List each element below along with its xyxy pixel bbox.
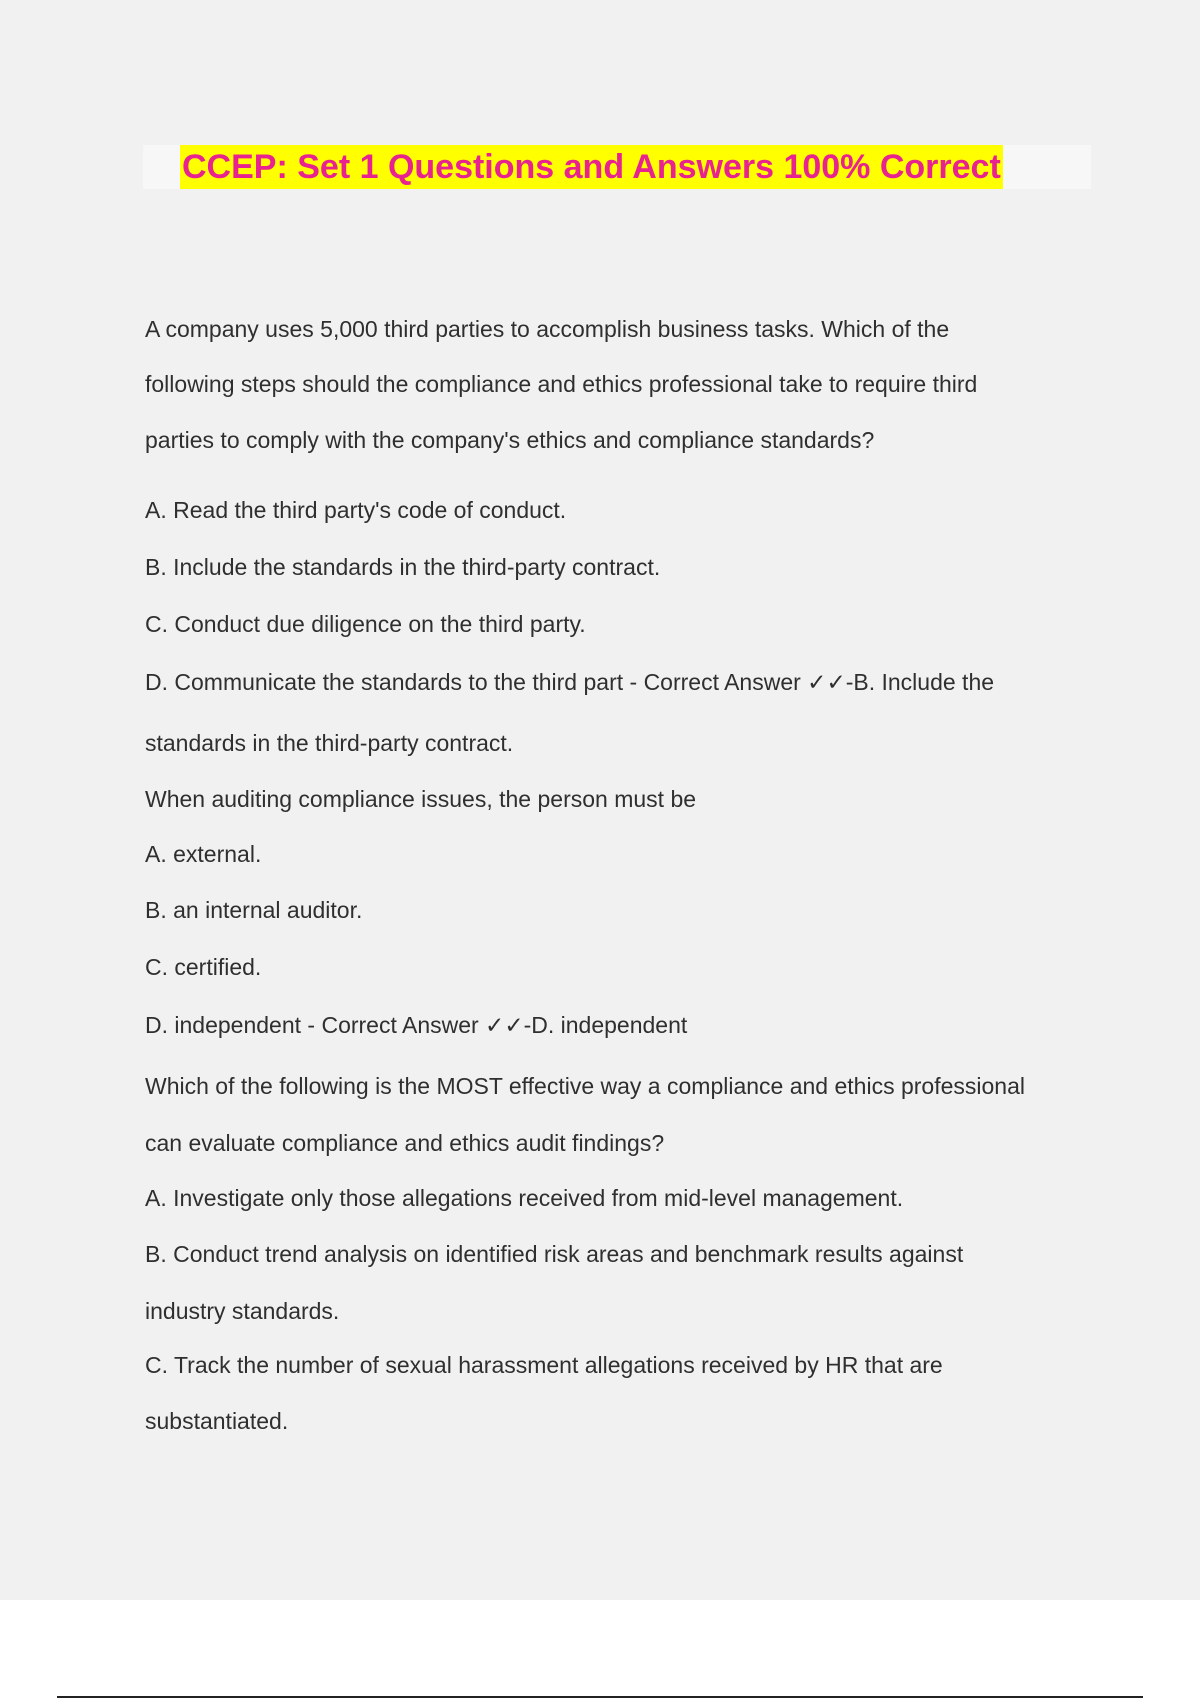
question-1-option-a: A. Read the third party's code of conduct.	[145, 497, 567, 523]
footer-divider	[57, 1696, 1143, 1698]
question-3-option-c-cont: substantiated.	[145, 1408, 289, 1434]
question-3-option-b: B. Conduct trend analysis on identified risk areas and benchmark results against	[145, 1241, 964, 1267]
question-1-option-d: D. Communicate the standards to the third part - Correct Answer ✓✓-B. Include the	[145, 669, 995, 695]
question-1-option-c: C. Conduct due diligence on the third party.	[145, 611, 586, 637]
question-3-option-c: C. Track the number of sexual harassment allegations received by HR that are	[145, 1352, 943, 1378]
question-1-line-3: parties to comply with the company's ethics and compliance standards?	[145, 427, 875, 453]
question-2-option-b: B. an internal auditor.	[145, 897, 363, 923]
question-3-option-b-cont: industry standards.	[145, 1298, 340, 1324]
question-2-text: When auditing compliance issues, the person must be	[145, 786, 697, 812]
question-2-option-a: A. external.	[145, 841, 262, 867]
question-2-option-c: C. certified.	[145, 954, 262, 980]
question-2-option-d: D. independent - Correct Answer ✓✓-D. independent	[145, 1012, 688, 1038]
question-1-line-2: following steps should the compliance and ethics professional take to require third	[145, 371, 978, 397]
question-3-line-1: Which of the following is the MOST effective way a compliance and ethics professional	[145, 1073, 1025, 1099]
document-title: CCEP: Set 1 Questions and Answers 100% Correct	[180, 145, 1003, 189]
question-1-option-b: B. Include the standards in the third-party contract.	[145, 554, 661, 580]
question-1-answer-cont: standards in the third-party contract.	[145, 730, 514, 756]
question-3-option-a: A. Investigate only those allegations received from mid-level management.	[145, 1185, 904, 1211]
question-3-line-2: can evaluate compliance and ethics audit findings?	[145, 1130, 665, 1156]
question-1-line-1: A company uses 5,000 third parties to accomplish business tasks. Which of the	[145, 316, 950, 342]
